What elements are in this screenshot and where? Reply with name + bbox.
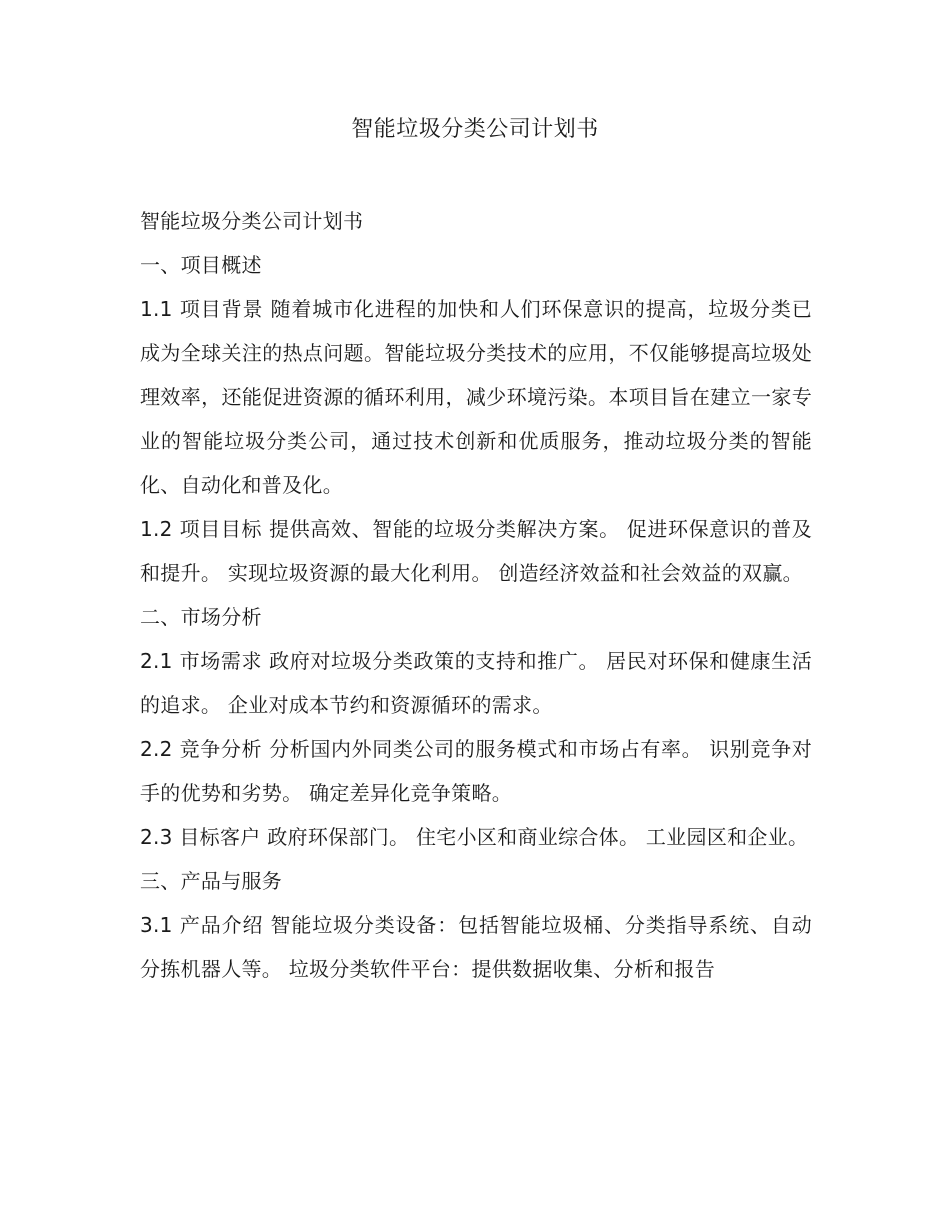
heading-products-services: 三、产品与服务 <box>140 869 283 893</box>
document-title: 智能垃圾分类公司计划书 <box>351 117 599 142</box>
paragraph-project-background: 1.1 项目背景 随着城市化进程的加快和人们环保意识的提高，垃圾分类已成为全球关注的热点问题。智能垃圾分类技术的应用，不仅能够提高垃圾处理效率，还能促进资源的循环利用，减少环境污染。本项目旨在建立一家专业的智能垃圾分类公司，通过技术创新和优质服务，推动垃圾分类的智能化、自动化和普及化。 <box>140 297 812 497</box>
paragraph-target-customers: 2.3 目标客户 政府环保部门。 住宅小区和商业综合体。 工业园区和企业。 <box>140 825 809 849</box>
paragraph-market-demand: 2.1 市场需求 政府对垃圾分类政策的支持和推广。 居民对环保和健康生活的追求。 企业对成本节约和资源循环的需求。 <box>140 649 812 717</box>
document-body <box>140 199 812 991</box>
paragraph-project-goals: 1.2 项目目标 提供高效、智能的垃圾分类解决方案。 促进环保意识的普及和提升。 实现垃圾资源的最大化利用。 创造经济效益和社会效益的双赢。 <box>140 517 812 585</box>
paragraph-competition-analysis: 2.2 竞争分析 分析国内外同类公司的服务模式和市场占有率。 识别竞争对手的优势和劣势。 确定差异化竞争策略。 <box>140 737 812 805</box>
heading-project-overview: 一、项目概述 <box>140 253 262 277</box>
heading-market-analysis: 二、市场分析 <box>140 605 262 629</box>
paragraph-product-intro: 3.1 产品介绍 智能垃圾分类设备：包括智能垃圾桶、分类指导系统、自动分拣机器人等。 垃圾分类软件平台：提供数据收集、分析和报告 <box>140 913 812 981</box>
paragraph-subtitle: 智能垃圾分类公司计划书 <box>140 209 364 233</box>
